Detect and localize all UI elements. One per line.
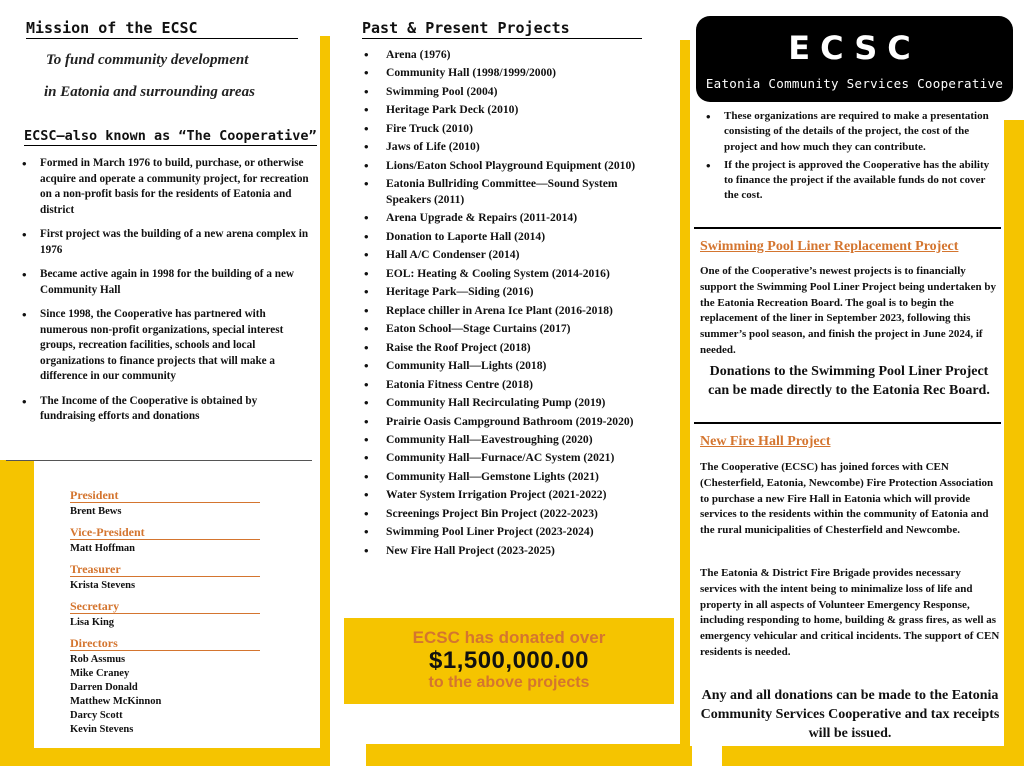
ecsc-header-banner [696, 16, 1013, 102]
gold-bar-left-bottom [0, 748, 322, 766]
project-item: • Arena Upgrade & Repairs (2011-2014) [364, 210, 664, 225]
project-item: • Raise the Roof Project (2018) [364, 340, 664, 355]
officers-list [70, 482, 270, 737]
project-item: • Lions/Eaton School Playground Equipment (2010) [364, 158, 664, 173]
officer-title-directors: Directors [70, 636, 260, 651]
about-item: • Formed in March 1976 to build, purchase, or otherwise acquire and operate a community project, for recreation on a non-profit basis for the residents of Eatonia and district [22, 156, 314, 218]
project-item: • Community Hall (1998/1999/2000) [364, 65, 664, 80]
project-item: • Prairie Oasis Campground Bathroom (2019-2020) [364, 414, 664, 429]
project-item: • Community Hall—Eavestroughing (2020) [364, 432, 664, 447]
gold-bar-col1-right [320, 36, 330, 766]
officer-title-treasurer: Treasurer [70, 562, 260, 577]
about-item: • The Income of the Cooperative is obtained by fundraising efforts and donations [22, 394, 314, 425]
officer-name: Krista Stevens [70, 580, 136, 591]
donation-line-3: to the above projects [428, 674, 590, 691]
fire-hall-text-1: The Cooperative (ECSC) has joined forces with CEN (Chesterfield, Eatonia, Newcombe) Fire Protection Association to purchase a new Fire Hall in Eatonia which will provide services to the residents within the community of Eatonia and the rural municipalities of Chesterfield and Newcombe. [700, 461, 994, 537]
director-name: Mike Craney [70, 668, 130, 679]
pool-project-text: One of the Cooperative’s newest projects is to financially support the Swimming Pool Liner Project being undertaken by the Eatonia Recreation Board. The goal is to begin the replacement of the liner in September 2023, following this summer’s pool season, and finish the project in June 2024, if needed. [700, 265, 996, 356]
donation-total-box [344, 618, 674, 704]
project-item: • New Fire Hall Project (2023-2025) [364, 543, 664, 558]
project-item: • Heritage Park Deck (2010) [364, 102, 664, 117]
project-item: • Community Hall—Furnace/AC System (2021) [364, 450, 664, 465]
donation-line-1: ECSC has donated over [412, 628, 606, 647]
director-name: Darren Donald [70, 682, 138, 693]
about-list [22, 156, 314, 434]
fire-hall-donation-note: Any and all donations can be made to the Eatonia Community Services Cooperative and tax receipts will be issued. [700, 688, 1000, 741]
officer-title-vice-president: Vice-President [70, 525, 260, 540]
project-item: • Arena (1976) [364, 47, 664, 62]
gold-bar-bottom-mid [366, 744, 692, 766]
about-item: • Since 1998, the Cooperative has partnered with numerous non-profit organizations, special interest groups, recreation facilities, schools and local organizations to finance projects that will make a difference in our community [22, 307, 314, 385]
mission-title: Mission of the ECSC [26, 18, 298, 39]
project-item: • EOL: Heating & Cooling System (2014-2016) [364, 266, 664, 281]
ecsc-logo: ECSC [788, 29, 921, 67]
project-item: • Swimming Pool Liner Project (2023-2024) [364, 524, 664, 539]
projects-list [364, 47, 664, 561]
director-name: Matthew McKinnon [70, 696, 162, 707]
projects-title: Past & Present Projects [362, 18, 642, 39]
requirement-item: • These organizations are required to make a presentation consisting of the details of the project, the cost of the project and how much they can contribute. [706, 109, 996, 155]
aka-title: ECSC—also known as “The Cooperative” [24, 128, 317, 144]
project-item: • Swimming Pool (2004) [364, 84, 664, 99]
project-item: • Screenings Project Bin Project (2022-2023) [364, 506, 664, 521]
project-item: • Community Hall—Lights (2018) [364, 358, 664, 373]
about-item: • First project was the building of a new arena complex in 1976 [22, 227, 314, 258]
project-item: • Eatonia Bullriding Committee—Sound System Speakers (2011) [364, 176, 664, 207]
officer-name: Lisa King [70, 617, 115, 628]
fire-hall-text-2: The Eatonia & District Fire Brigade provides necessary services with the intent being to minimalize loss of life and property in all aspects of Volunteer Emergency Response, including responding to home, building & grass fires, as well as emergency vehicular and critical incidents. The support of CEN residents is needed. [700, 567, 1000, 658]
project-item: • Water System Irrigation Project (2021-2022) [364, 487, 664, 502]
gold-bar-col2-right [680, 40, 690, 766]
requirement-item: • If the project is approved the Cooperative has the ability to finance the project if the available funds do not cover the cost. [706, 158, 996, 204]
officer-name: Brent Bews [70, 506, 122, 517]
pool-project-title: Swimming Pool Liner Replacement Project [700, 239, 959, 254]
ecsc-subtitle: Eatonia Community Services Cooperative [705, 76, 1004, 91]
gold-bar-right-bottom [722, 746, 1024, 766]
col3-divider-1 [694, 227, 1001, 229]
project-item: • Community Hall—Gemstone Lights (2021) [364, 469, 664, 484]
project-item: • Eatonia Fitness Centre (2018) [364, 377, 664, 392]
officer-title-secretary: Secretary [70, 599, 260, 614]
mission-statement [46, 44, 255, 108]
project-item: • Hall A/C Condenser (2014) [364, 247, 664, 262]
pool-donation-note: Donations to the Swimming Pool Liner Project can be made directly to the Eatonia Rec Board. [708, 364, 990, 398]
gold-bar-left [0, 460, 34, 766]
requirements-list [706, 109, 996, 207]
about-item: • Became active again in 1998 for the building of a new Community Hall [22, 267, 314, 298]
project-item: • Replace chiller in Arena Ice Plant (2016-2018) [364, 303, 664, 318]
mission-line-1: To fund community development [46, 52, 249, 68]
col3-divider-2 [694, 422, 1001, 424]
officer-name: Matt Hoffman [70, 543, 136, 554]
donation-amount: $1,500,000.00 [429, 647, 589, 674]
project-item: • Community Hall Recirculating Pump (2019) [364, 395, 664, 410]
gold-bar-right [1004, 120, 1024, 766]
project-item: • Jaws of Life (2010) [364, 139, 664, 154]
officer-title-president: President [70, 488, 260, 503]
project-item: • Heritage Park—Siding (2016) [364, 284, 664, 299]
director-name: Darcy Scott [70, 710, 123, 721]
col1-divider [6, 460, 312, 461]
project-item: • Donation to Laporte Hall (2014) [364, 229, 664, 244]
director-name: Kevin Stevens [70, 724, 134, 735]
director-name: Rob Assmus [70, 654, 126, 665]
project-item: • Eaton School—Stage Curtains (2017) [364, 321, 664, 336]
fire-hall-title: New Fire Hall Project [700, 434, 831, 449]
mission-line-2: in Eatonia and surrounding areas [44, 84, 255, 100]
project-item: • Fire Truck (2010) [364, 121, 664, 136]
